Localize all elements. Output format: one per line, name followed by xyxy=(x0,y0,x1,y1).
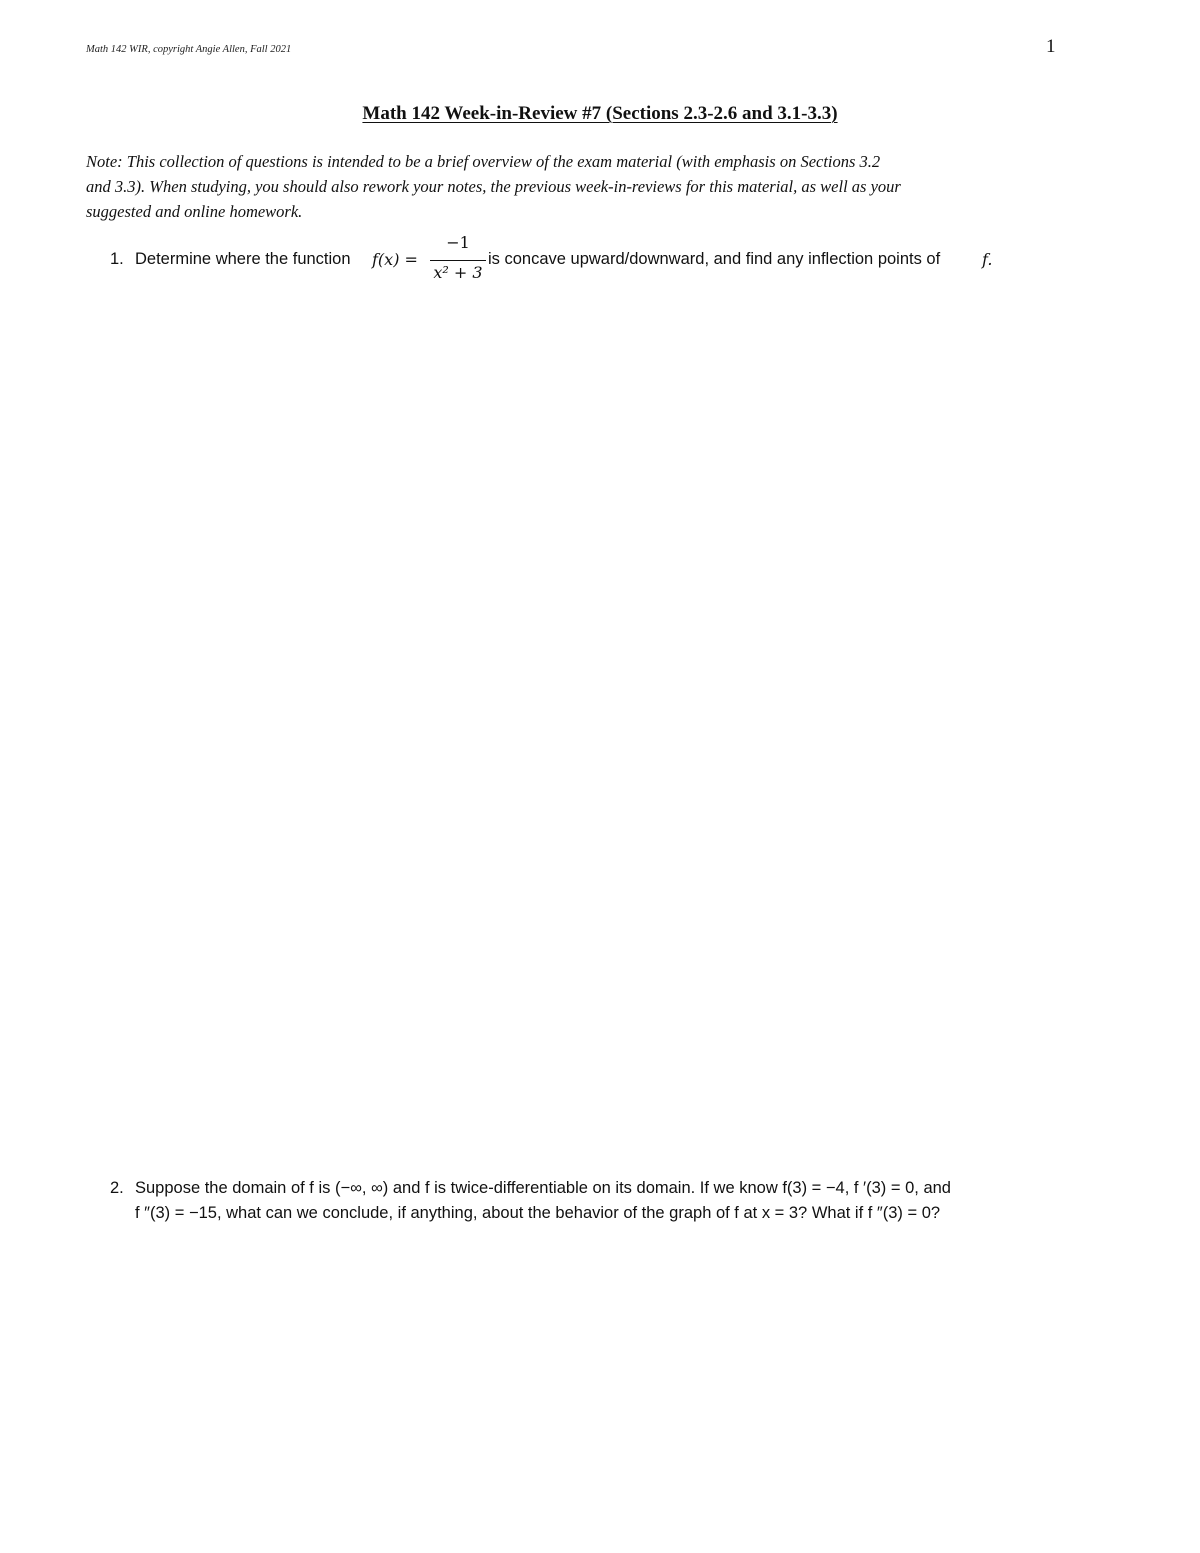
question-2-number: 2. xyxy=(110,1179,124,1197)
question-1-number: 1. xyxy=(110,250,124,268)
intro-line-1: Note: This collection of questions is intended to be a brief overview of the exam material (with emphasis on Sections 3.2 xyxy=(86,152,881,171)
question-1-text-after: is concave upward/downward, and find any inflection points of xyxy=(488,250,941,268)
question-2-line-2: f ″(3) = −15, what can we conclude, if anything, about the behavior of the graph of f at x = 3? What if f ″(3) = 0? xyxy=(135,1204,941,1222)
page-number: 1 xyxy=(1046,36,1056,57)
fraction-bar xyxy=(430,260,486,261)
question-1-text-before: Determine where the function xyxy=(135,250,351,268)
question-1-fraction xyxy=(430,235,486,285)
question-2-line-1: Suppose the domain of f is (−∞, ∞) and f is twice-differentiable on its domain. If we know f(3) = −4, f ′(3) = 0, and xyxy=(135,1179,951,1197)
course-header-note: Math 142 WIR, copyright Angie Allen, Fall 2021 xyxy=(86,44,292,55)
intro-line-2: and 3.3). When studying, you should also rework your notes, the previous week-in-reviews for this material, as well as your xyxy=(86,177,901,196)
page-title-container xyxy=(0,103,1200,125)
intro-note xyxy=(86,149,1066,224)
question-1-function-lhs: f(x) = xyxy=(372,250,418,269)
question-1-text-end: f. xyxy=(982,250,993,269)
intro-line-3: suggested and online homework. xyxy=(86,202,303,221)
page-title: Math 142 Week-in-Review #7 (Sections 2.3-2.6 and 3.1-3.3) xyxy=(362,103,838,124)
question-1 xyxy=(110,233,1110,290)
question-1-numerator: −1 xyxy=(446,233,470,252)
question-1-denominator: x² + 3 xyxy=(433,263,483,282)
